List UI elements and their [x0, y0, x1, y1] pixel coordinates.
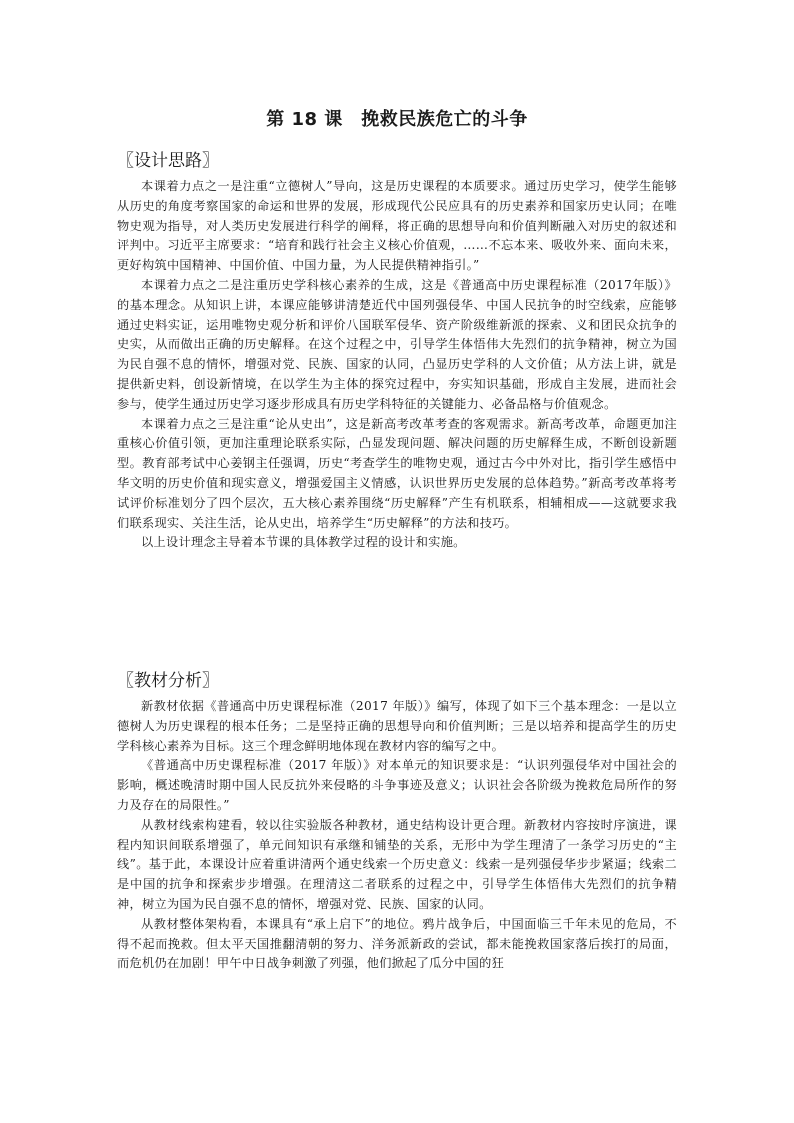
- analysis-paragraph-4: 从教材整体架构看，本课具有“承上启下”的地位。鸦片战争后，中国面临三千年未见的危局，不得不起而挽救。但太平天国推翻清朝的努力、洋务派新政的尝试，都未能挽救国家落后挨打的局面，而危机仍在加剧！甲午中日战争刺激了列强，他们掀起了瓜分中国的狂: [117, 916, 677, 971]
- analysis-paragraph-2: 《普通高中历史课程标准（2017 年版）》对本单元的知识要求是：“认识列强侵华对中国社会的影响，概述晚清时期中国人民反抗外来侵略的斗争事迹及意义；认识社会各阶级为挽救危局所作的努力及存在的局限性。”: [117, 758, 677, 812]
- analysis-heading: 〖教材分析〗: [117, 671, 219, 691]
- analysis-paragraph-3: 从教材线索构建看，较以往实验版各种教材，通史结构设计更合理。新教材内容按时序演进，课程内知识间联系增强了，单元间知识有承继和铺垫的关系，无形中为学生理清了一条学习历史的“主线”。基于此，本课设计应着重讲清两个通史线索一个历史意义：线索一是列强侵华步步紧逼；线索二是中国的抗争和探索步步增强。在理清这二者联系的过程之中，引导学生体悟伟大先烈们的抗争精神，树立为国为民自强不息的情怀，增强对党、民族、国家的认同。: [117, 817, 677, 911]
- design-heading: 〖设计思路〗: [117, 151, 219, 171]
- design-paragraph-1: 本课着力点之一是注重“立德树人”导向，这是历史课程的本质要求。通过历史学习，使学生能够从历史的角度考察国家的命运和世界的发展，形成现代公民应具有的历史素养和国家历史认同；在唯物史观为指导，对人类历史发展进行科学的阐释，将正确的思想导向和价值判断融入对历史的叙述和评判中。习近平主席要求：“培育和践行社会主义核心价值观，……不忘本来、吸收外来、面向未来，更好构筑中国精神、中国价值、中国力量，为人民提供精神指引。”: [117, 179, 677, 273]
- lesson-title: 第 18 课 挽救民族危亡的斗争: [266, 109, 528, 130]
- design-paragraph-3: 本课着力点之三是注重“论从史出”，这是新高考改革考查的客观需求。新高考改革，命题更加注重核心价值引领，更加注重理论联系实际，凸显发现问题、解决问题的历史解释生成，不断创设新题型。教育部考试中心姜钢主任强调，历史“考查学生的唯物史观，通过古今中外对比，指引学生感悟中华文明的历史价值和现实意义，增强爱国主义情感，认识世界历史发展的总体趋势。”新高考改革将考试评价标准划分了四个层次，五大核心素养围绕“历史解释”产生有机联系，相辅相成——这就要求我们联系现实、关注生活，论从史出，培养学生“历史解释”的方法和技巧。: [117, 416, 677, 530]
- analysis-paragraph-1: 新教材依据《普通高中历史课程标准（2017 年版）》编写，体现了如下三个基本理念：一是以立德树人为历史课程的根本任务；二是坚持正确的思想导向和价值判断；三是以培养和提高学生的历史学科核心素养为目标。这三个理念鲜明地体现在教材内容的编写之中。: [117, 699, 677, 753]
- analysis-section: [117, 697, 677, 974]
- design-section: [117, 177, 677, 553]
- design-paragraph-2: 本课着力点之二是注重历史学科核心素养的生成，这是《普通高中历史课程标准（2017年版）》的基本理念。从知识上讲，本课应能够讲清楚近代中国列强侵华、中国人民抗争的时空线索，应能够通过史料实证，运用唯物史观分析和评价八国联军侵华、资产阶级维新派的探索、义和团民众抗争的史实，从而做出正确的历史解释。在这个过程之中，引导学生体悟伟大先烈们的抗争精神，树立为国为民自强不息的情怀，增强对党、民族、国家的认同，凸显历史学科的人文价值；从方法上讲，就是提供新史料，创设新情境，在以学生为主体的探究过程中，夯实知识基础，形成自主发展，进而社会参与，使学生通过历史学习逐步形成具有历史学科特征的关键能力、必备品格与价值观念。: [117, 277, 677, 411]
- design-paragraph-4: 以上设计理念主导着本节课的具体教学过程的设计和实施。: [141, 535, 466, 550]
